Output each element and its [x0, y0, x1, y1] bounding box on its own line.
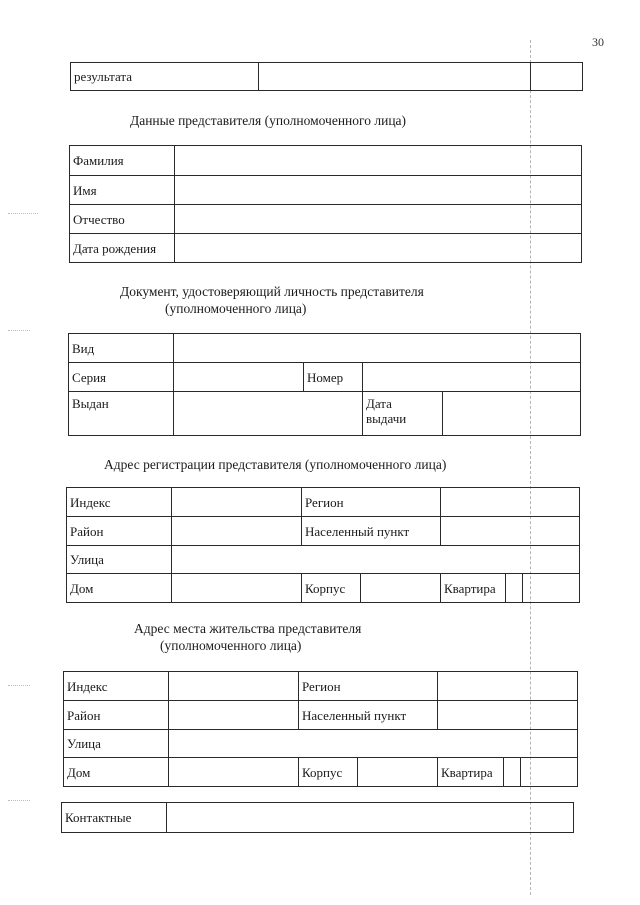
reg-index-field[interactable]: [172, 488, 302, 517]
issued-by-label: Выдан: [69, 392, 174, 436]
res-index-label: Индекс: [64, 672, 169, 701]
id-doc-heading-1: Документ, удостоверяющий личность представителя: [120, 284, 424, 299]
series-label: Серия: [69, 363, 174, 392]
reg-house-label: Дом: [67, 574, 172, 603]
res-apartment-label: Квартира: [438, 758, 504, 787]
res-building-field[interactable]: [358, 758, 438, 787]
res-locality-field[interactable]: [438, 701, 578, 730]
res-locality-label: Населенный пункт: [299, 701, 438, 730]
scan-mark: [8, 685, 30, 686]
reg-apartment-extra[interactable]: [523, 574, 580, 603]
birth-date-label: Дата рождения: [70, 234, 175, 263]
res-apartment-field[interactable]: [504, 758, 521, 787]
result-value[interactable]: [259, 63, 531, 91]
first-name-label: Имя: [70, 176, 175, 205]
res-index-field[interactable]: [169, 672, 299, 701]
reg-street-field[interactable]: [172, 546, 580, 574]
issue-date-label: [363, 392, 443, 436]
res-address-table: [63, 671, 578, 787]
reg-address-heading: Адрес регистрации представителя (уполномоченного лица): [104, 457, 447, 472]
res-street-label: Улица: [64, 730, 169, 758]
reg-apartment-field[interactable]: [506, 574, 523, 603]
contacts-field[interactable]: [167, 803, 574, 833]
doc-type-field[interactable]: [174, 334, 581, 363]
patronymic-field[interactable]: [175, 205, 582, 234]
issue-date-label-line1: Дата: [366, 396, 392, 411]
number-field[interactable]: [363, 363, 581, 392]
res-building-label: Корпус: [299, 758, 358, 787]
res-address-heading-1: Адрес места жительства представителя: [134, 621, 362, 636]
reg-region-label: Регион: [302, 488, 441, 517]
doc-type-label: Вид: [69, 334, 174, 363]
reg-district-label: Район: [67, 517, 172, 546]
res-region-label: Регион: [299, 672, 438, 701]
res-region-field[interactable]: [438, 672, 578, 701]
result-row-table: [70, 62, 583, 91]
res-street-field[interactable]: [169, 730, 578, 758]
contacts-table: [61, 802, 574, 833]
rep-data-heading: Данные представителя (уполномоченного лица): [130, 113, 407, 128]
scan-mark: [8, 213, 38, 214]
issue-date-label-line2: выдачи: [366, 411, 407, 426]
reg-locality-field[interactable]: [441, 517, 580, 546]
res-house-field[interactable]: [169, 758, 299, 787]
scan-mark: [8, 330, 30, 331]
reg-building-label: Корпус: [302, 574, 361, 603]
res-district-field[interactable]: [169, 701, 299, 730]
rep-data-table: [69, 145, 582, 263]
reg-index-label: Индекс: [67, 488, 172, 517]
result-extra[interactable]: [531, 63, 583, 91]
id-doc-table: [68, 333, 581, 436]
reg-region-field[interactable]: [441, 488, 580, 517]
res-district-label: Район: [64, 701, 169, 730]
issued-by-field[interactable]: [174, 392, 363, 436]
reg-building-field[interactable]: [361, 574, 441, 603]
surname-field[interactable]: [175, 146, 582, 176]
res-house-label: Дом: [64, 758, 169, 787]
page-number: 30: [592, 35, 604, 49]
reg-locality-label: Населенный пункт: [302, 517, 441, 546]
result-label: результата: [71, 63, 259, 91]
issue-date-field[interactable]: [443, 392, 581, 436]
scan-mark: [8, 800, 30, 801]
birth-date-field[interactable]: [175, 234, 582, 263]
first-name-field[interactable]: [175, 176, 582, 205]
reg-address-table: [66, 487, 580, 603]
reg-district-field[interactable]: [172, 517, 302, 546]
patronymic-label: Отчество: [70, 205, 175, 234]
reg-house-field[interactable]: [172, 574, 302, 603]
series-field[interactable]: [174, 363, 304, 392]
res-apartment-extra[interactable]: [521, 758, 578, 787]
res-address-heading-2: (уполномоченного лица): [160, 638, 302, 653]
contacts-label: Контактные: [62, 803, 167, 833]
reg-apartment-label: Квартира: [441, 574, 506, 603]
surname-label: Фамилия: [70, 146, 175, 176]
number-label: Номер: [304, 363, 363, 392]
reg-street-label: Улица: [67, 546, 172, 574]
id-doc-heading-2: (уполномоченного лица): [165, 301, 307, 316]
